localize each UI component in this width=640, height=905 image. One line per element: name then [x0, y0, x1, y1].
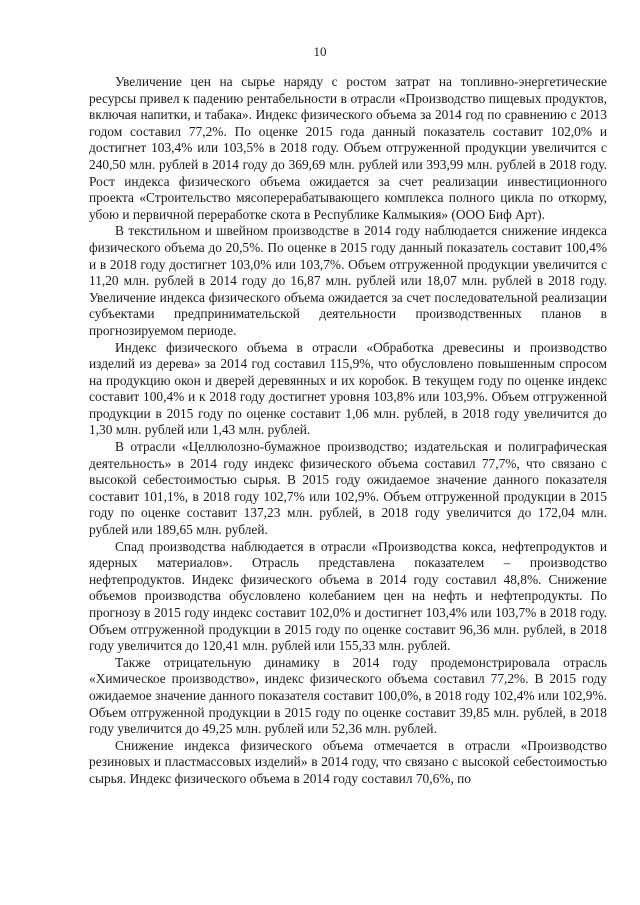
paragraph-coke-petroleum: Спад производства наблюдается в отрасли «Производства кокса, нефтепродуктов и ядерных материалов». Отрасль представлена показателем – производство нефтепродуктов. Индекс физического объема в 2014 году составил 48,8%. Снижение объемов производства обусловлено колебанием цен на нефть и нефтепродукты. По прогнозу в 2015 году индекс составит 102,0% и достигнет 103,4% или 103,7% в 2018 году. Объем отгруженной продукции в 2015 году по оценке составит 96,36 млн. рублей, в 2018 году увеличится до 120,41 млн. рублей или 155,33 млн. рублей.: [89, 538, 607, 654]
document-body: [89, 74, 607, 788]
page-number: 10: [313, 44, 327, 59]
paragraph-rubber-plastics: Снижение индекса физического объема отмечается в отрасли «Производство резиновых и пластмассовых изделий» в 2014 году, что связано с высокой себестоимостью сырья. Индекс физического объема в 2014 году составил 70,6%, по: [89, 737, 607, 786]
paragraph-food-industry: Увеличение цен на сырье наряду с ростом затрат на топливно-энергетические ресурсы привел к падению рентабельности в отрасли «Производство пищевых продуктов, включая напитки, и табака». Индекс физического объема за 2014 год по сравнению с 2013 годом составил 77,2%. По оценке 2015 года данный показатель составит 102,0% и достигнет 103,4% или 103,5% в 2018 году. Объем отгруженной продукции увеличится с 240,50 млн. рублей в 2014 году до 369,69 млн. рублей или 393,99 млн. рублей в 2018 году. Рост индекса физического объема ожидается за счет реализации инвестиционного проекта «Строительство мясоперерабатывающего комплекса полного цикла по откорму, убою и первичной переработке скота в Республике Калмыкия» (ООО Биф Арт).: [89, 74, 607, 222]
paragraph-wood-processing: Индекс физического объема в отрасли «Обработка древесины и производство изделий из дерева» за 2014 год составил 115,9%, что обусловлено повышенным спросом на продукцию окон и дверей деревянных и их коробок. В текущем году по оценке индекс составит 100,4% и к 2018 году достигнет уровня 103,8% или 103,9%. Объем отгруженной продукции в 2015 году по оценке составит 1,06 млн. рублей, в 2018 году увеличится до 1,30 млн. рублей или 1,43 млн. рублей.: [89, 339, 607, 438]
paragraph-pulp-paper: В отрасли «Целлюлозно-бумажное производство; издательская и полиграфическая деятельность» в 2014 году индекс физического объема составил 77,7%, что связано с высокой себестоимостью сырья. В 2015 году ожидаемое значение данного показателя составит 101,1%, в 2018 году 102,7% или 102,9%. Объем отгруженной продукции в 2015 году по оценке составит 137,23 млн. рублей, в 2018 году увеличится до 172,04 млн. рублей или 189,65 млн. рублей.: [89, 439, 607, 538]
paragraph-chemical: Также отрицательную динамику в 2014 году продемонстрировала отрасль «Химическое производство», индекс физического объема составил 77,2%. В 2015 году ожидаемое значение данного показателя составит 100,0%, в 2018 году 102,4% или 102,9%. Объем отгруженной продукции в 2015 году по оценке составит 39,85 млн. рублей, в 2018 году увеличится до 49,25 млн. рублей или 52,36 млн. рублей.: [89, 654, 607, 737]
paragraph-textile-industry: В текстильном и швейном производстве в 2014 году наблюдается снижение индекса физического объема до 20,5%. По оценке в 2015 году данный показатель составит 100,4% и в 2018 году достигнет 103,0% или 103,7%. Объем отгруженной продукции увеличится с 11,20 млн. рублей в 2014 году до 16,87 млн. рублей или 18,07 млн. рублей в 2018 году. Увеличение индекса физического объема ожидается за счет последовательной реализации субъектами предпринимательской деятельности производственных планов в прогнозируемом периоде.: [89, 223, 607, 338]
